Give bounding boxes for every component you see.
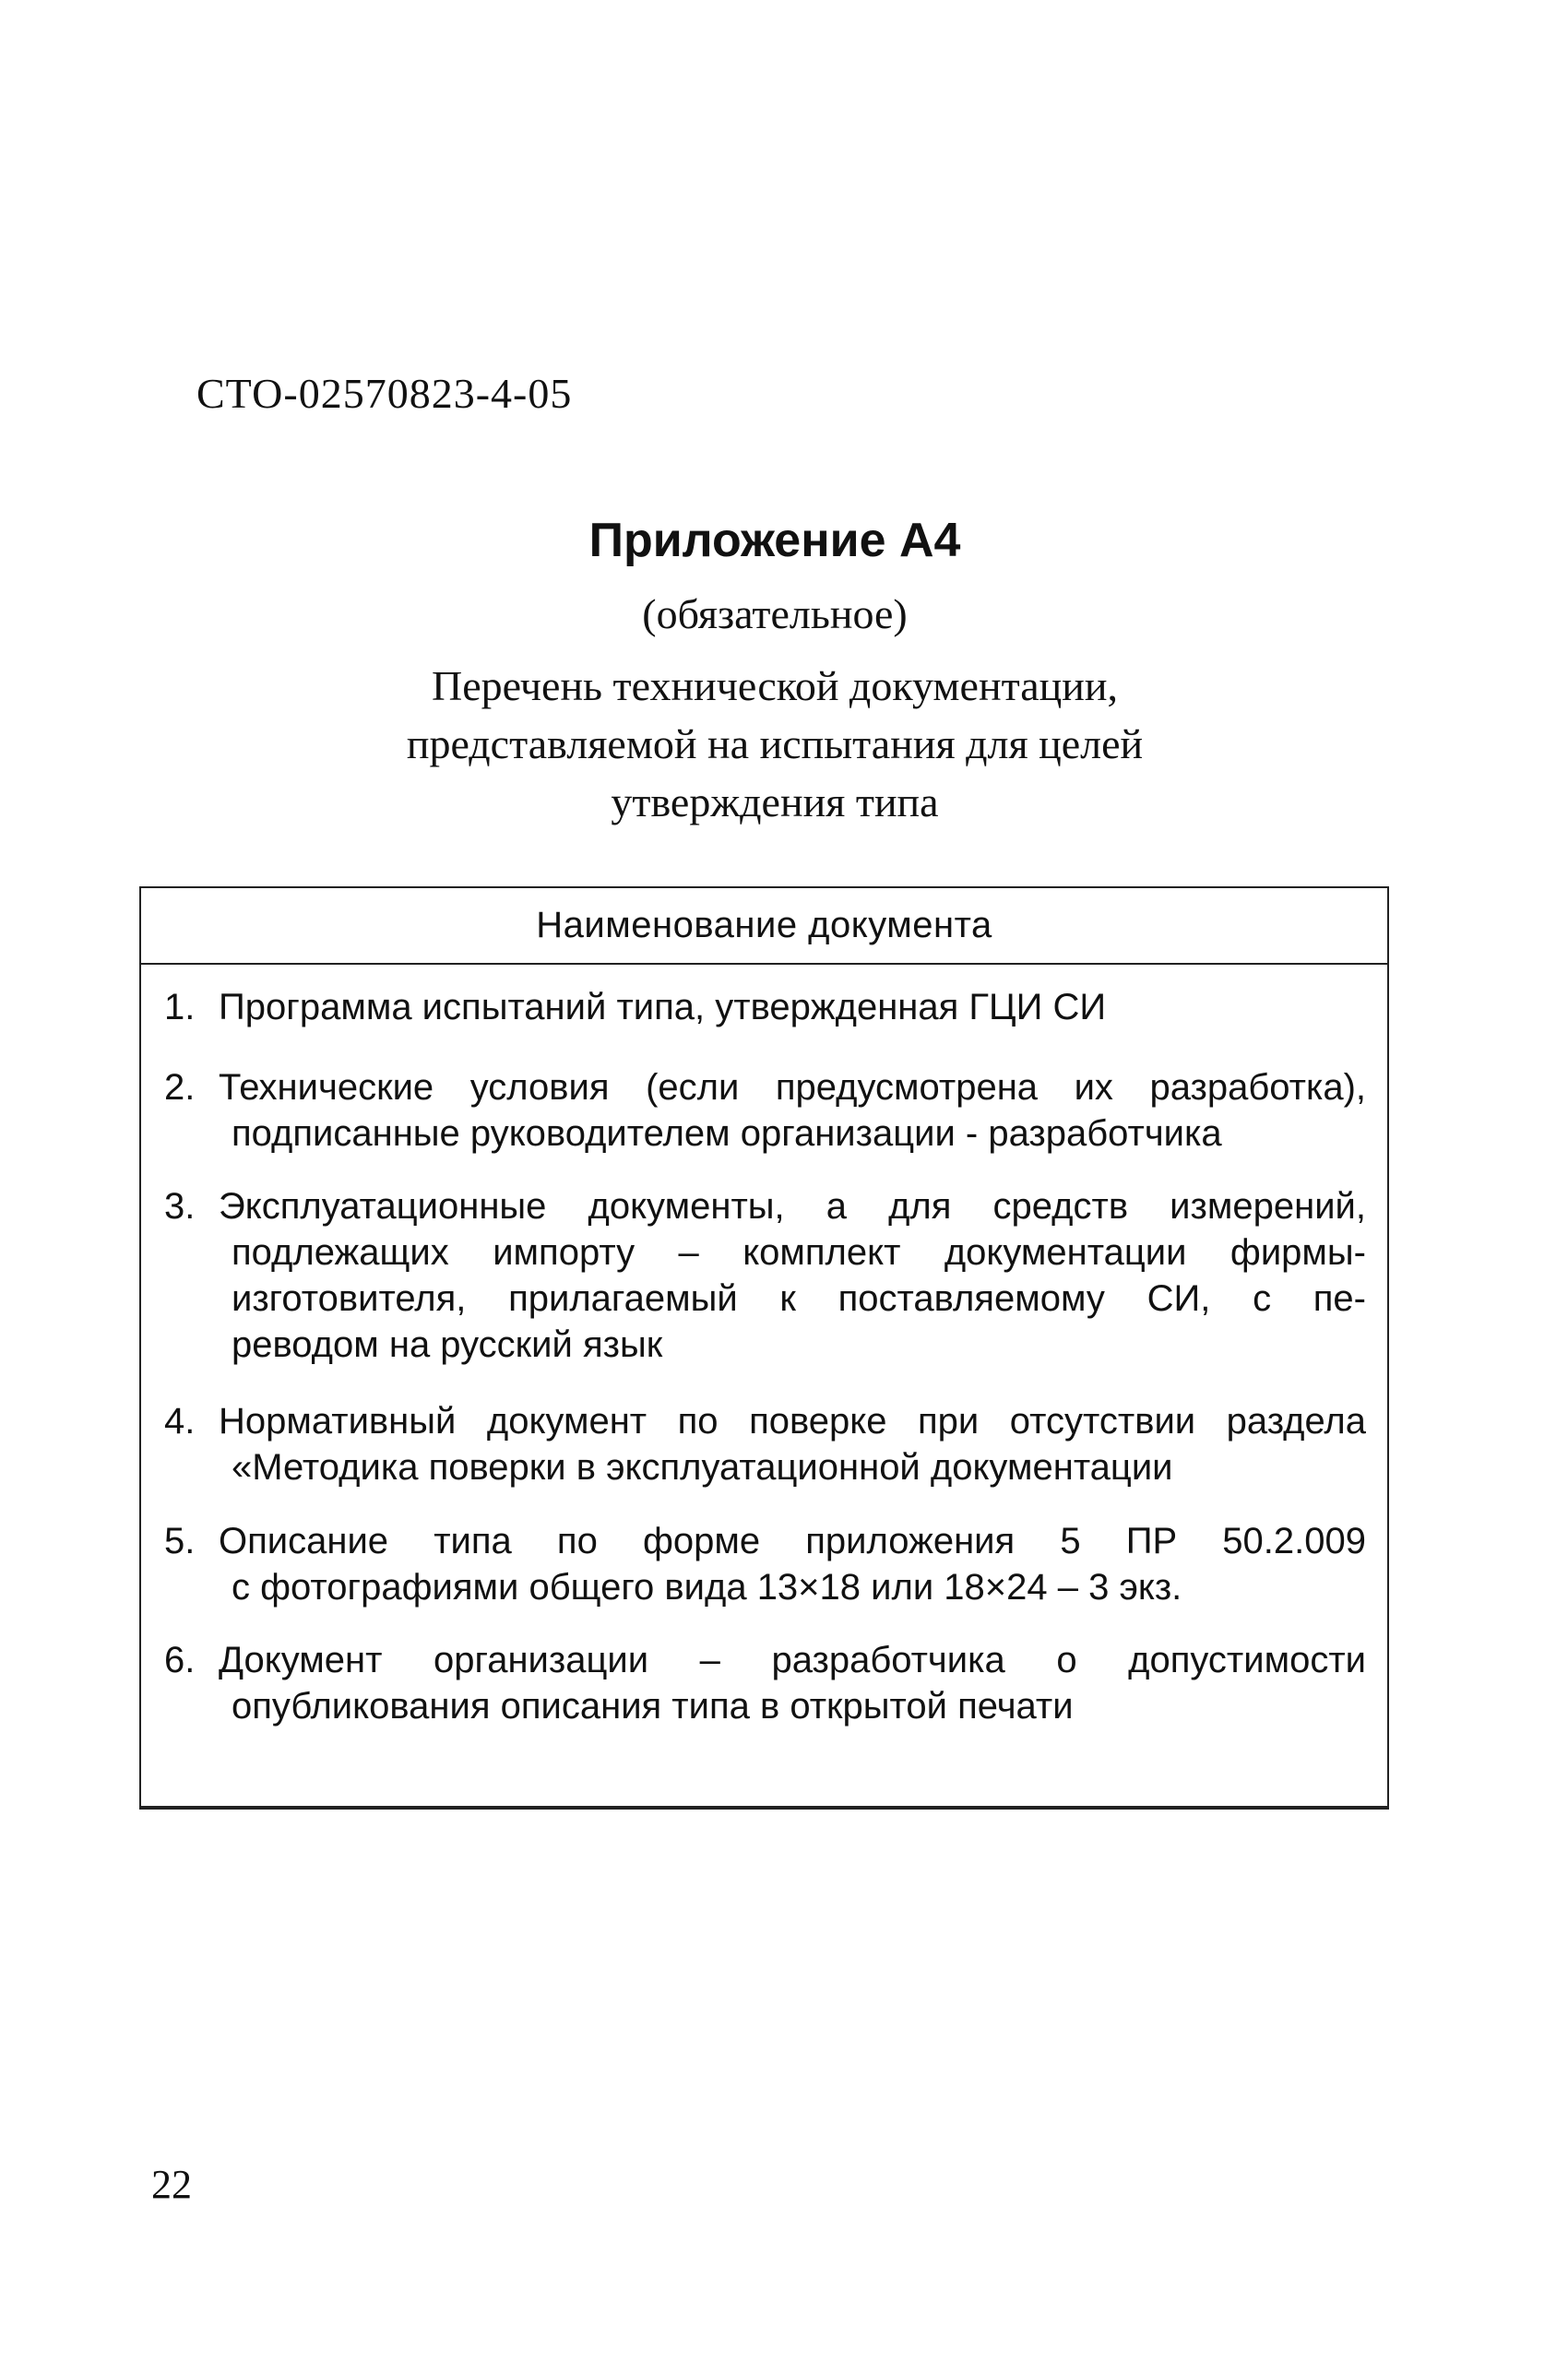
item-number: 4.: [164, 1401, 196, 1442]
appendix-caption: [277, 657, 1273, 831]
caption-line: Перечень технической документации,: [431, 662, 1119, 709]
appendix-status: (обязательное): [642, 590, 908, 637]
item-number: 3.: [164, 1186, 196, 1227]
item-line: подписанные руководителем организации - разработчика: [232, 1113, 1222, 1154]
document-list-table: [139, 886, 1389, 1810]
item-text: [219, 1637, 1366, 1729]
item-line: Технические условия (если предусмотрена их разработка),: [219, 1067, 1366, 1108]
appendix-title: Приложение А4: [588, 514, 961, 567]
item-line: Нормативный документ по поверке при отсутствии раздела: [219, 1401, 1366, 1442]
item-line: с фотографиями общего вида 13×18 или 18×24 – 3 экз.: [232, 1567, 1182, 1608]
page-number: 22: [151, 2162, 192, 2207]
item-line: реводом на русский язык: [232, 1324, 663, 1365]
document-code: СТО-02570823-4-05: [196, 370, 573, 417]
item-number: 2.: [164, 1067, 196, 1108]
item-line: подлежащих импорту – комплект документации фирмы-: [232, 1232, 1366, 1273]
item-text: [219, 1518, 1366, 1610]
item-number: 5.: [164, 1521, 196, 1561]
item-line: Эксплуатационные документы, а для средств измерений,: [219, 1186, 1366, 1227]
item-line: «Методика поверки в эксплуатационной документации: [232, 1447, 1173, 1488]
item-text: [219, 1064, 1366, 1157]
item-line: Программа испытаний типа, утвержденная ГЦИ СИ: [219, 987, 1107, 1027]
item-number: 1.: [164, 987, 196, 1027]
item-line: изготовителя, прилагаемый к поставляемому СИ, с пе-: [232, 1278, 1366, 1319]
caption-line: утверждения типа: [611, 778, 939, 825]
item-line: Документ организации – разработчика о допустимости: [219, 1640, 1366, 1680]
caption-line: представляемой на испытания для целей: [406, 720, 1144, 767]
table-header: Наименование документа: [141, 888, 1387, 965]
item-text: [219, 984, 1366, 1030]
item-line: Описание типа по форме приложения 5 ПР 50.2.009: [219, 1521, 1366, 1561]
item-line: опубликования описания типа в открытой печати: [232, 1686, 1074, 1727]
item-number: 6.: [164, 1640, 196, 1680]
item-text: [219, 1398, 1366, 1490]
item-text: [219, 1183, 1366, 1368]
